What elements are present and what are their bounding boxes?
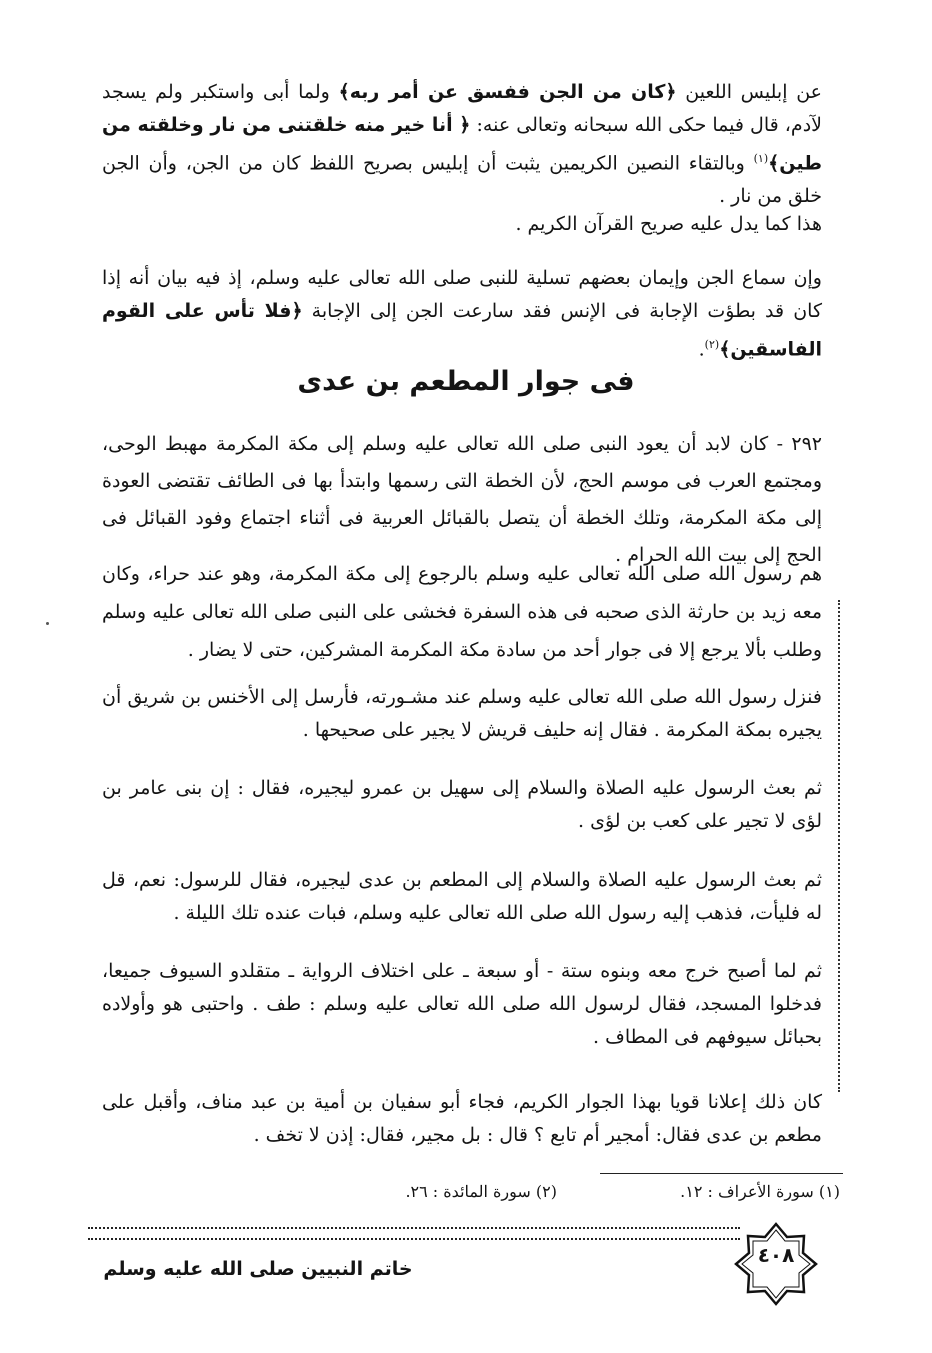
quran-quote: ﴿ أنا خير منه خلقتنى من نار وخلقته من طين﴾ (102, 114, 822, 175)
paragraph-jinn-consolation (102, 262, 822, 366)
section-heading: فى جوار المطعم بن عدى (297, 366, 635, 397)
running-footer-title: خاتم النبيين صلى الله عليه وسلم (103, 1258, 413, 1280)
footer-rule-bottom (88, 1238, 740, 1240)
text-run: ولما أبى واستكبر ولم يسجد لآدم، قال فيما حكى الله سبحانه وتعالى عنه: (102, 81, 822, 136)
paragraph-292: ٢٩٢ - كان لابد أن يعود النبى صلى الله تعالى عليه وسلم إلى مكة المكرمة مهبط الوحى، ومجتمع العرب فى موسم الحج، لأن الخطة التى رسمها وابتدأ بها فى الطائف تقتضى العودة إلى مكة المكرمة، وتلك الخطة أن يتصل بالقبائل العربية فى أثناء اجتماع وفود القبائل فى الحج إلى بيت الله الحرام . (102, 433, 822, 566)
margin-dot (46, 622, 49, 625)
paragraph-akhnas: فنزل رسول الله صلى الله تعالى عليه وسلم عند مشـورته، فأرسل إلى الأخنس بن شريق أن يجيره بمكة المكرمة . فقال إنه حليف قريش لا يجير على صحيحها . (102, 686, 822, 741)
footnote-separator (600, 1173, 843, 1174)
text-run: وبالتقاء النصين الكريمين يثبت أن إبليس بصريح اللفظ كان من الجن، وأن الجن خلق من نار . (102, 152, 822, 208)
paragraph-return-mecca: هم رسول الله صلى الله تعالى عليه وسلم بالرجوع إلى مكة المكرمة، وهو عند حراء، وكان معه زيد بن حارثة الذى صحبه فى هذه السفرة فخشى على النبى صلى الله تعالى عليه وسلم وطلب بألا يرجع إلا فى جوار أحد من سادة مكة المكرمة المشركين، حتى لا يضار . (102, 563, 822, 661)
paragraph-mosque: ثم لما أصبح خرج معه وبنوه ستة - أو سبعة ـ على اختلاف الرواية ـ متقلدو السيوف جميعا، فدخلوا المسجد، فقال لرسول الله صلى الله تعالى عليه وسلم : طف . واحتبى هو وأولاده بحبائل سيوفهم فى المطاف . (102, 960, 822, 1048)
paragraph-iblis (102, 76, 822, 213)
text-run: عن إبليس اللعين (676, 81, 822, 103)
text-run: وإن سماع الجن وإيمان بعضهم تسلية للنبى صلى الله تعالى عليه وسلم، إذ فيه بيان أنه إذا كان قد بطؤت الإجابة فى الإنس فقد سارعت الجن إلى الإجابة (102, 267, 822, 322)
footnote-2: (٢) سورة المائدة : ٢٦. (405, 1182, 557, 1201)
quran-quote: ﴿فلا تأس على القوم الفاسقين﴾ (102, 300, 822, 361)
text-run: . (698, 338, 705, 361)
paragraph-suhail: ثم بعث الرسول عليه الصلاة والسلام إلى سهيل بن عمرو ليجيره، فقال : إن بنى عامر بن لؤى لا تجير على كعب بن لؤى . (102, 777, 822, 832)
footnote-ref: (١) (753, 152, 769, 165)
margin-dotted-rule (838, 600, 840, 1092)
paragraph-quran-evidence: هذا كما يدل عليه صريح القرآن الكريم . (515, 213, 822, 235)
page-number: ٤٠٨ (757, 1243, 795, 1267)
paragraph-abu-sufyan: كان ذلك إعلانا قويا بهذا الجوار الكريم، فجاء أبو سفيان بن أمية بن عبد مناف، وأقبل على مطعم بن عدى فقال: أمجير أم تابع ؟ قال : بل مجير، فقال: إذن لا تخف . (102, 1091, 822, 1146)
quran-quote: ﴿كان من الجن ففسق عن أمر ربه﴾ (338, 81, 677, 103)
footnote-ref: (٢) (704, 338, 720, 351)
footer-rule-top (88, 1227, 740, 1229)
paragraph-mutim: ثم بعث الرسول عليه الصلاة والسلام إلى المطعم بن عدى ليجيره، فقال للرسول: نعم، قل له فليأت، فذهب إليه رسول الله صلى الله تعالى عليه وسلم، فبات عنده تلك الليلة . (102, 869, 822, 924)
footnote-1: (١) سورة الأعراف : ١٢. (680, 1182, 840, 1201)
